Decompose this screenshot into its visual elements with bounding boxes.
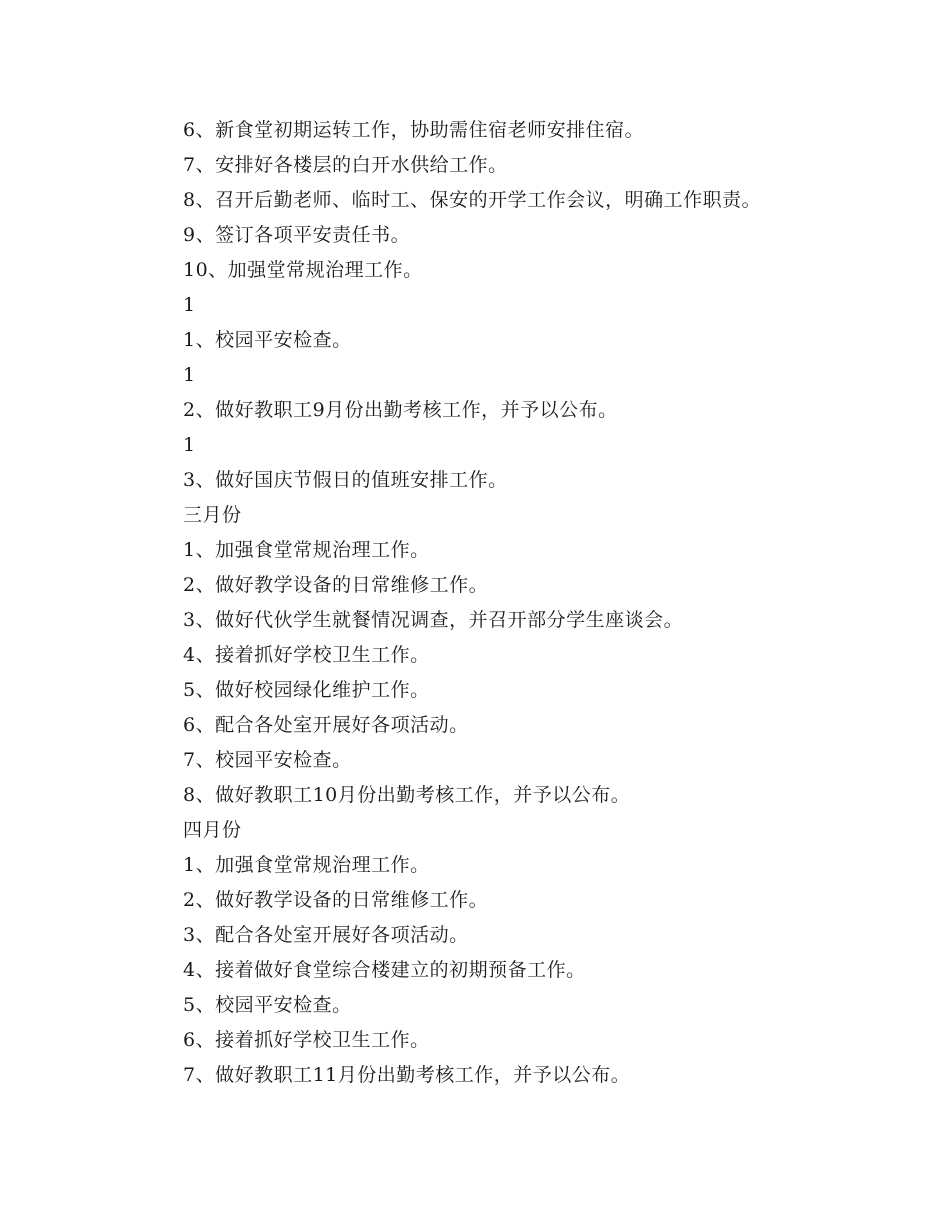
- text-line: 9、签订各项平安责任书。: [183, 224, 411, 246]
- text-line: 3、配合各处室开展好各项活动。: [183, 924, 469, 946]
- text-line: 1: [183, 294, 196, 316]
- text-line: 4、接着做好食堂综合楼建立的初期预备工作。: [183, 959, 586, 981]
- text-line: 8、做好教职工10月份出勤考核工作，并予以公布。: [183, 784, 631, 806]
- text-line: 5、校园平安检查。: [183, 994, 352, 1016]
- document-body: [183, 113, 883, 1093]
- text-line: 1、校园平安检查。: [183, 329, 352, 351]
- text-line: 6、配合各处室开展好各项活动。: [183, 714, 469, 736]
- section-heading-april: 四月份: [183, 819, 242, 841]
- text-line: 7、校园平安检查。: [183, 749, 352, 771]
- text-line: 7、安排好各楼层的白开水供给工作。: [183, 154, 508, 176]
- text-line: 1、加强食堂常规治理工作。: [183, 854, 430, 876]
- text-line: 1、加强食堂常规治理工作。: [183, 539, 430, 561]
- text-line: 8、召开后勤老师、临时工、保安的开学工作会议，明确工作职责。: [183, 189, 762, 211]
- text-line: 2、做好教职工9月份出勤考核工作，并予以公布。: [183, 399, 618, 421]
- text-line: 10、加强堂常规治理工作。: [183, 259, 423, 281]
- text-line: 3、做好代伙学生就餐情况调查，并召开部分学生座谈会。: [183, 609, 684, 631]
- text-line: 1: [183, 364, 196, 386]
- text-line: 3、做好国庆节假日的值班安排工作。: [183, 469, 508, 491]
- text-line: 6、接着抓好学校卫生工作。: [183, 1029, 430, 1051]
- text-line: 4、接着抓好学校卫生工作。: [183, 644, 430, 666]
- text-line: 1: [183, 434, 196, 456]
- text-line: 2、做好教学设备的日常维修工作。: [183, 574, 489, 596]
- text-line: 2、做好教学设备的日常维修工作。: [183, 889, 489, 911]
- section-heading-march: 三月份: [183, 504, 242, 526]
- text-line: 7、做好教职工11月份出勤考核工作，并予以公布。: [183, 1064, 631, 1086]
- text-line: 5、做好校园绿化维护工作。: [183, 679, 430, 701]
- text-line: 6、新食堂初期运转工作，协助需住宿老师安排住宿。: [183, 119, 645, 141]
